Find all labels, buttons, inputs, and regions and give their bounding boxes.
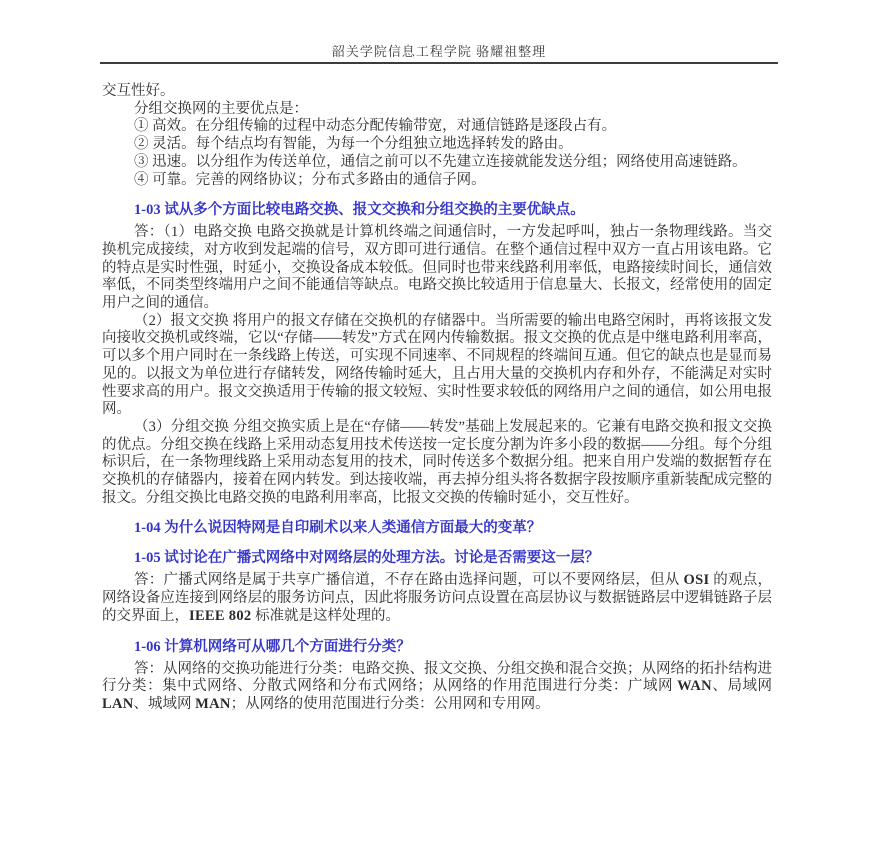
answer-1-06-text: 、城域网 (133, 695, 196, 712)
answer-1-05-text: 标准就是这样处理的。 (251, 607, 401, 624)
answer-1-03-message-switching: （2）报文交换 将用户的报文存储在交换机的存储器中。当所需要的输出电路空闲时，再将该报文发向接收交换机或终端，它以“存储——转发”方式在网内传输数据。报文交换的优点是中继电路利用率高，可以多个用户同时在一条线路上传送，可实现不同速率、不同规程的终端间互通。但它的缺点也是显而易见的。以报文为单位进行存储转发，网络传输时延大，且占用大量的交换机内存和外存，不能满足对实时性要求高的用户。报文交换适用于传输的报文较短、实时性要求较低的网络用户之间的通信，如公用电报网。 (102, 312, 772, 418)
question-heading-1-06: 1-06 计算机网络可从哪几个方面进行分类？ (134, 638, 411, 655)
answer-1-06-man: MAN (195, 695, 231, 712)
document-body (102, 83, 772, 714)
advantage-item-1: ① 高效。在分组传输的过程中动态分配传输带宽，对通信链路是逐段占有。 (134, 118, 617, 135)
advantages-intro-paragraph: 分组交换网的主要优点是： (134, 100, 308, 117)
answer-1-05-ieee802: IEEE 802 (189, 607, 252, 624)
question-heading-1-05: 1-05 试讨论在广播式网络中对网络层的处理方法。讨论是否需要这一层？ (134, 550, 600, 567)
advantage-item-4: ④ 可靠。完善的网络协议；分布式多路由的通信子网。 (134, 171, 486, 188)
answer-1-05-osi: OSI (683, 572, 710, 589)
answer-1-03-circuit-switching: 答：（1）电路交换 电路交换就是计算机终端之间通信时，一方发起呼叫，独占一条物理线路。当交换机完成接续，对方收到发起端的信号，双方即可进行通信。在整个通信过程中双方一直占用该电路。它的特点是实时性强，时延小，交换设备成本较低。但同时也带来线路利用率低，电路接续时间长，通信效率低，不同类型终端用户之间不能通信等缺点。电路交换比较适用于信息量大、长报文，经常使用的固定用户之间的通信。 (102, 224, 772, 312)
answer-1-03-packet-switching: （3）分组交换 分组交换实质上是在“存储——转发”基础上发展起来的。它兼有电路交换和报文交换的优点。分组交换在线路上采用动态复用技术传送按一定长度分割为许多小段的数据——分组。每个分组标识后，在一条物理线路上采用动态复用的技术，同时传送多个数据分组。把来自用户发端的数据暂存在交换机的存储器内，接着在网内转发。到达接收端，再去掉分组头将各数据字段按顺序重新装配成完整的报文。分组交换比电路交换的电路利用率高，比报文交换的传输时延小，交互性好。 (102, 418, 772, 506)
question-heading-1-03: 1-03 试从多个方面比较电路交换、报文交换和分组交换的主要优缺点。 (134, 202, 585, 219)
answer-1-05-text: 的观点，网络设备应连接到网络层的服务访问点，因此将服务访问点设置在高层协议与数据链路层中逻辑链路子层的交界面上， (102, 572, 773, 624)
answer-1-06-wan: WAN (677, 678, 712, 695)
page-running-header: 韶关学院信息工程学院 骆耀祖整理 (331, 44, 547, 59)
advantage-item-3: ③ 迅速。以分组作为传送单位，通信之前可以不先建立连接就能发送分组；网络使用高速链路。 (134, 153, 747, 170)
answer-1-06-text: ；从网络的使用范围进行分类：公用网和专用网。 (230, 695, 550, 712)
question-heading-1-04: 1-04 为什么说因特网是自印刷术以来人类通信方面最大的变革？ (134, 520, 542, 537)
answer-1-06-text: 答：从网络的交换功能进行分类：电路交换、报文交换、分组交换和混合交换；从网络的拓扑结构进行分类：集中式网络、分散式网络和分布式网络；从网络的作用范围进行分类：广域网 (102, 660, 772, 695)
answer-1-05 (102, 572, 772, 625)
carry-over-line: 交互性好。 (102, 83, 175, 99)
answer-1-06 (102, 661, 772, 714)
answer-1-06-lan: LAN (102, 695, 134, 712)
answer-1-05-text: 答：广播式网络是属于共享广播信道，不存在路由选择问题，可以不要网络层，但从 (134, 572, 684, 589)
answer-1-06-text: 、局域网 (711, 678, 773, 695)
header-divider-rule (100, 62, 778, 64)
advantage-item-2: ② 灵活。每个结点均有智能，为每一个分组独立地选择转发的路由。 (134, 136, 573, 153)
